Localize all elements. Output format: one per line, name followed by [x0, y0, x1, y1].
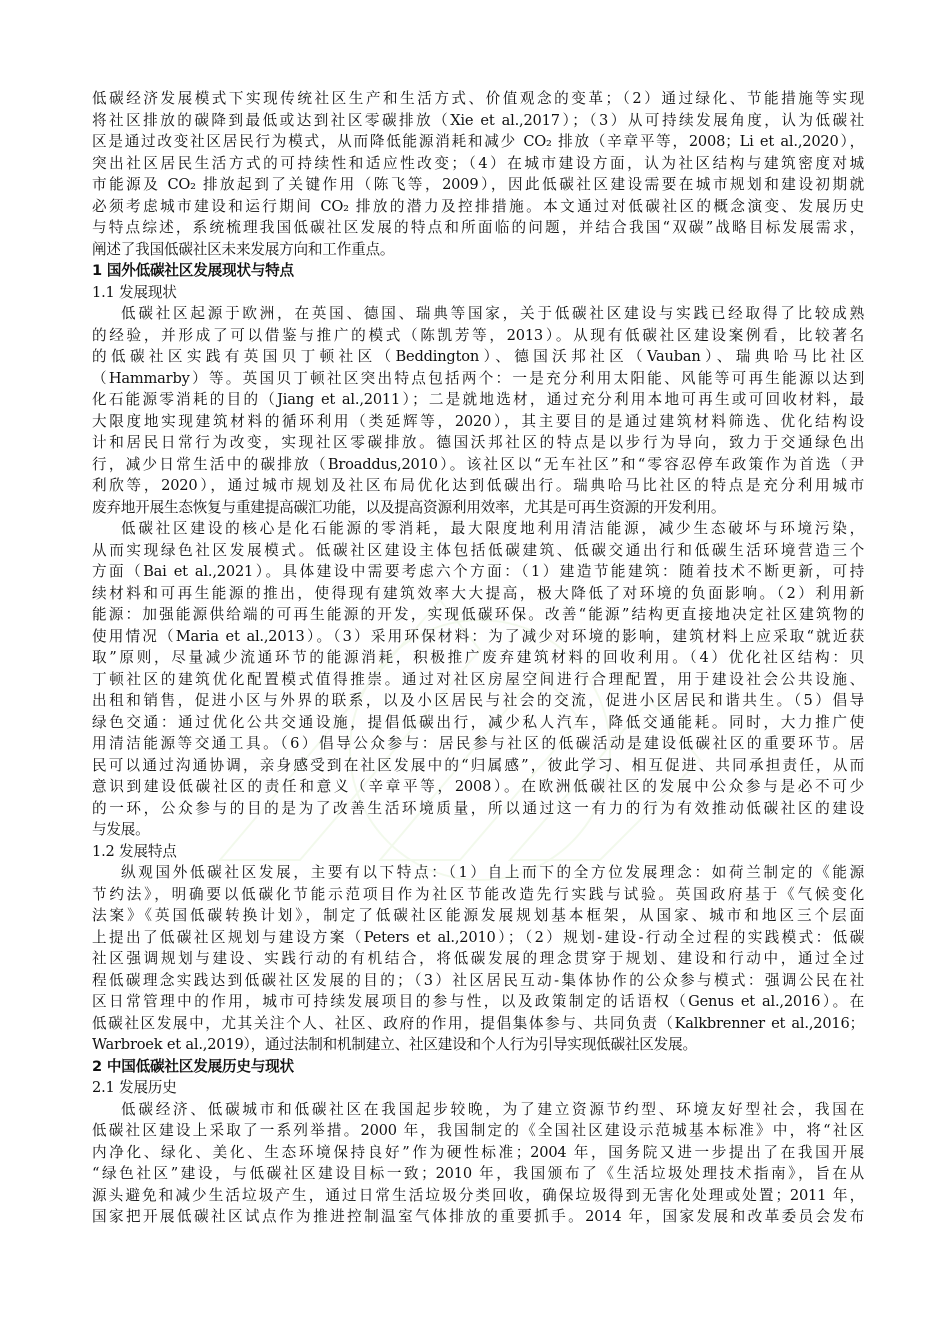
text-line: 使用情况（Maria et al.,2013）。（3）采用环保材料：为了减少对环境的影响，建筑材料上应采取“就近获: [92, 627, 864, 645]
text-line: 纵观国外低碳社区发展，主要有以下特点：（1）自上而下的全方位发展理念：如荷兰制定的《能源: [121, 864, 864, 881]
text-line: 必须考虑城市建设和运行期间 CO₂ 排放的潜力及控排措施。本文通过对低碳社区的概念演变、发展历史: [92, 197, 864, 215]
text-line: （Hammarby）等。英国贝丁顿社区突出特点包括两个：一是充分利用太阳能、风能等可再生能源以达到: [92, 369, 864, 387]
text-line: 低碳社区起源于欧洲，在英国、德国、瑞典等国家，关于低碳社区建设与实践已经取得了比较成熟: [121, 305, 864, 322]
text-line: 低碳经济发展模式下实现传统社区生产和生活方式、价值观念的变革；（2）通过绿化、节能措施等实现: [92, 90, 864, 107]
text-line: 突出社区居民生活方式的可持续性和适应性改变；（4）在城市建设方面，认为社区结构与建筑密度对城: [92, 154, 864, 172]
text-line: 阐述了我国低碳社区未来发展方向和工作重点。: [92, 240, 395, 258]
text-line: 低碳社区发展中，尤其关注个人、社区、政府的作用，提倡集体参与、共同负责（Kalkbrenner et al.,2016；: [92, 1014, 864, 1032]
text-line: 用清洁能源等交通工具。（6）倡导公众参与：居民参与社区的低碳活动是建设低碳社区的重要环节。居: [92, 735, 864, 752]
text-line: 与特点综述，系统梳理我国低碳社区发展的特点和所面临的问题，并结合我国“双碳”战略目标发展需求，: [92, 219, 864, 236]
text-line: 利欣等，2020），通过城市规划及社区布局优化达到低碳出行。瑞典哈马比社区的特点是充分利用城市: [92, 477, 864, 494]
text-line: 低碳经济、低碳城市和低碳社区在我国起步较晚，为了建立资源节约型、环境友好型社会，我国在: [121, 1100, 864, 1118]
text-line: 将社区排放的碳降到最低或达到社区零碳排放（Xie et al.,2017）；（3）从可持续发展角度，认为低碳社: [92, 111, 864, 129]
text-line: 的低碳社区实践有英国贝丁顿社区（Beddington）、德国沃邦社区（Vauban）、瑞典哈马比社区: [92, 348, 864, 365]
text-line: 计和居民日常行为改变，实现社区零碳排放。德国沃邦社区的特点是以步行为导向，致力于交通绿色出: [92, 434, 864, 451]
text-line: 续材料和可再生能源的推出，使得现有建筑效率大大提高，极大降低了对环境的负面影响。（2）利用新: [92, 584, 864, 602]
text-line: 大限度地实现建筑材料的循环利用（类延辉等，2020），其主要目的是通过建筑材料筛选、优化结构设: [92, 412, 864, 430]
text-line: “绿色社区”建设，与低碳社区建设目标一致；2010 年，我国颁布了《生活垃圾处理技术指南》，旨在从: [92, 1165, 864, 1182]
paper-page: [92, 88, 864, 1228]
text-line: Warbroek et al.,2019），通过法制和机制建立、社区建设和个人行为引导实现低碳社区发展。: [92, 1036, 697, 1053]
text-line: 市能源及 CO₂ 排放起到了关键作用（陈飞等，2009），因此低碳社区建设需要在城市规划和建设初期就: [92, 176, 864, 193]
subsection-heading: 1.1 发展现状: [92, 283, 177, 301]
text-line: 区是通过改变社区居民行为模式，从而降低能源消耗和减少 CO₂ 排放（辛章平等，2008；Li et al.,2020），: [92, 133, 864, 150]
text-line: 出租和销售，促进小区与外界的联系，以及小区居民与社会的交流，促进小区居民和谐共生。（5）倡导: [92, 692, 864, 709]
text-line: 法案》《英国低碳转换计划》，制定了低碳社区能源发展规划基本框架，从国家、城市和地区三个层面: [92, 907, 864, 924]
text-line: 从而实现绿色社区发展模式。低碳社区建设主体包括低碳建筑、低碳交通出行和低碳生活环境营造三个: [92, 541, 864, 559]
text-line: 行，减少日常生活中的碳排放（Broaddus,2010）。该社区以“无车社区”和“零容忍停车政策作为首选（尹: [92, 455, 864, 473]
text-line: 区日常管理中的作用，城市可持续发展项目的参与性，以及政策制定的话语权（Genus et al.,2016）。在: [92, 993, 864, 1010]
text-line: 低碳社区建设上采取了一系列举措。2000 年，我国制定的《全国社区建设示范城基本标准》中，将“社区: [92, 1122, 864, 1139]
text-line: 源头避免和减少生活垃圾产生，通过日常生活垃圾分类回收，确保垃圾得到无害化处理或处置；2011 年，: [92, 1186, 864, 1204]
section-heading: 2 中国低碳社区发展历史与现状: [92, 1057, 294, 1075]
text-line: 取”原则，尽量减少流通环节的能源消耗，积极推广废弃建筑材料的回收利用。（4）优化社区结构：贝: [92, 649, 864, 666]
text-line: 节约法》，明确要以低碳化节能示范项目作为社区节能改造先行实践与试验。英国政府基于《气候变化: [92, 885, 864, 903]
text-line: 民可以通过沟通协调，亲身感受到在社区发展中的“归属感”，彼此学习、相互促进、共同承担责任，从而: [92, 756, 864, 774]
text-line: 化石能源零消耗的目的（Jiang et al.,2011）；二是就地选材，通过充分利用本地可再生或可回收材料，最: [92, 391, 864, 408]
text-line: 程低碳理念实践达到低碳社区发展的目的；（3）社区居民互动-集体协作的公众参与模式：强调公民在社: [92, 971, 864, 989]
text-line: 废弃地开展生态恢复与重建提高碳汇功能，以及提高资源利用效率，尤其是可再生资源的开发利用。: [92, 498, 726, 516]
text-line: 能源：加强能源供给端的可再生能源的开发，实现低碳环保。改善“能源”结构更直接地决定社区建筑物的: [92, 606, 864, 623]
text-line: 低碳社区建设的核心是化石能源的零消耗，最大限度地利用清洁能源，减少生态破坏与环境污染，: [121, 520, 864, 537]
text-line: 社区强调规划与建设、实践行动的有机结合，将低碳发展的理念贯穿于规划、建设和行动中，通过全过: [92, 950, 864, 967]
text-line: 的一环，公众参与的目的是为了改善生活环境质量，所以通过这一有力的行为有效推动低碳社区的建设: [92, 799, 864, 817]
subsection-heading: 1.2 发展特点: [92, 842, 177, 860]
text-line: 绿色交通：通过优化公共交通设施，提倡低碳出行，减少私人汽车，降低交通能耗。同时，大力推广使: [92, 713, 864, 731]
text-line: 丁顿社区的建筑优化配置模式值得推崇。通过对社区房屋空间进行合理配置，用于建设社会公共设施、: [92, 670, 864, 688]
text-line: 的经验，并形成了可以借鉴与推广的模式（陈凯芳等，2013）。从现有低碳社区建设案例看，比较著名: [92, 326, 864, 344]
text-line: 方面（Bai et al.,2021）。具体建设中需要考虑六个方面：（1）建造节能建筑：随着技术不断更新，可持: [92, 563, 864, 580]
subsection-heading: 2.1 发展历史: [92, 1079, 177, 1096]
text-line: 意识到建设低碳社区的责任和意义（辛章平等，2008）。在欧洲低碳社区的发展中公众参与是必不可少: [92, 778, 864, 795]
section-heading: 1 国外低碳社区发展现状与特点: [92, 262, 294, 279]
text-line: 上提出了低碳社区规划与建设方案（Peters et al.,2010）；（2）规划-建设-行动全过程的实践模式：低碳: [92, 928, 864, 946]
text-line: 国家把开展低碳社区试点作为推进控制温室气体排放的重要抓手。2014 年，国家发展和改革委员会发布: [92, 1208, 864, 1225]
text-line: 内净化、绿化、美化、生态环境保持良好”作为硬性标准；2004 年，国务院又进一步提出了在我国开展: [92, 1143, 864, 1161]
text-line: 与发展。: [92, 821, 150, 838]
